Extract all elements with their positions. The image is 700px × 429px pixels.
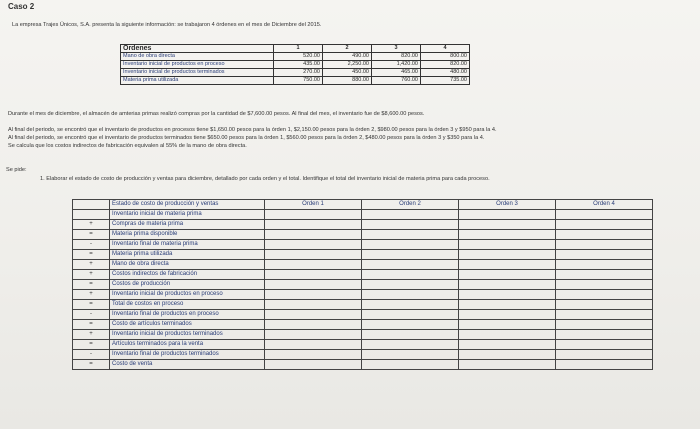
answer-cell-orden-3[interactable] [459,260,556,270]
answer-cell-orden-2[interactable] [362,330,459,340]
statement-row [73,350,653,360]
statement-row [73,220,653,230]
answer-cell-orden-3[interactable] [459,290,556,300]
answer-cell-orden-4[interactable] [556,330,653,340]
answer-cell-orden-1[interactable] [265,260,362,270]
cost-statement-table [72,199,653,370]
answer-cell-orden-1[interactable] [265,250,362,260]
answer-cell-orden-3[interactable] [459,340,556,350]
orders-row-label: Mano de obra directa [121,53,274,61]
concept-label: Total de costos en proceso [110,300,265,310]
answer-cell-orden-3[interactable] [459,280,556,290]
answer-cell-orden-4[interactable] [556,220,653,230]
answer-cell-orden-1[interactable] [265,290,362,300]
orders-value: 490.00 [323,53,372,61]
answer-cell-orden-4[interactable] [556,300,653,310]
operator-sign: + [73,290,110,300]
orders-row-label: Inventario inicial de productos en proceso [121,61,274,69]
statement-row [73,290,653,300]
statement-header-row [73,200,653,210]
orders-value: 735.00 [421,77,470,85]
answer-cell-orden-4[interactable] [556,230,653,240]
answer-cell-orden-2[interactable] [362,210,459,220]
statement-row [73,340,653,350]
concept-label: Inventario final de productos en proceso [110,310,265,320]
answer-cell-orden-2[interactable] [362,320,459,330]
operator-sign: = [73,360,110,370]
answer-cell-orden-3[interactable] [459,310,556,320]
concept-label: Inventario final de materia prima [110,240,265,250]
answer-cell-orden-2[interactable] [362,240,459,250]
orders-value: 520.00 [274,53,323,61]
answer-cell-orden-3[interactable] [459,230,556,240]
orders-value: 750.00 [274,77,323,85]
task-instruction: 1. Elaborar el estado de costo de producción y ventas para diciembre, detallado por cada orden y el total. Identifique el total del inventario inicial de materia prima para cada proceso. [40,176,490,182]
concept-label: Compras de materia prima [110,220,265,230]
operator-sign: - [73,240,110,250]
orders-row [121,53,470,61]
se-pide-label: Se pide: [6,167,27,173]
header-orden-4: Orden 4 [556,200,653,210]
orders-header-3: 3 [372,45,421,53]
answer-cell-orden-2[interactable] [362,280,459,290]
operator-sign: - [73,310,110,320]
statement-header-title: Estado de costo de producción y ventas [110,200,265,210]
answer-cell-orden-1[interactable] [265,360,362,370]
concept-label: Materia prima disponible [110,230,265,240]
answer-cell-orden-2[interactable] [362,360,459,370]
concept-label: Mano de obra directa [110,260,265,270]
concept-label: Inventario final de productos terminados [110,350,265,360]
header-orden-1: Orden 1 [265,200,362,210]
answer-cell-orden-4[interactable] [556,280,653,290]
answer-cell-orden-3[interactable] [459,270,556,280]
operator-sign: - [73,350,110,360]
operator-sign: = [73,320,110,330]
statement-row [73,210,653,220]
statement-row [73,280,653,290]
concept-label: Costos de producción [110,280,265,290]
intro-text: La empresa Trajes Únicos, S.A. presenta la siguiente información: se trabajaron 4 órdenes en el mes de Diciembre del 2015. [12,22,322,28]
orders-value: 800.00 [421,53,470,61]
answer-cell-orden-4[interactable] [556,360,653,370]
paragraph-wip-final: Al final del periodo, se encontró que el inventario de productos en procesos tiene $1,650.00 pesos para la órden 1, $2,150.00 pesos para la órden 2, $980.00 pesos para la órden 3 y $950 para la 4. [8,127,497,133]
answer-cell-orden-1[interactable] [265,240,362,250]
answer-cell-orden-4[interactable] [556,270,653,280]
orders-value: 435.00 [274,61,323,69]
operator-sign: = [73,230,110,240]
answer-cell-orden-2[interactable] [362,220,459,230]
answer-cell-orden-4[interactable] [556,260,653,270]
answer-cell-orden-2[interactable] [362,290,459,300]
concept-label: Costos indirectos de fabricación [110,270,265,280]
answer-cell-orden-3[interactable] [459,330,556,340]
orders-row [121,77,470,85]
header-orden-3: Orden 3 [459,200,556,210]
header-orden-2: Orden 2 [362,200,459,210]
statement-row [73,270,653,280]
concept-label: Inventario inicial de materia prima [110,210,265,220]
statement-row [73,320,653,330]
answer-cell-orden-4[interactable] [556,320,653,330]
statement-row [73,330,653,340]
orders-value: 760.00 [372,77,421,85]
concept-label: Artículos terminados para la venta [110,340,265,350]
statement-row [73,310,653,320]
operator-sign: = [73,340,110,350]
answer-cell-orden-4[interactable] [556,340,653,350]
concept-label: Costo de artículos terminados [110,320,265,330]
orders-value: 880.00 [323,77,372,85]
answer-cell-orden-3[interactable] [459,320,556,330]
answer-cell-orden-1[interactable] [265,280,362,290]
answer-cell-orden-2[interactable] [362,230,459,240]
answer-cell-orden-4[interactable] [556,250,653,260]
answer-cell-orden-4[interactable] [556,210,653,220]
orders-header-label: Ordenes [121,45,274,53]
statement-row [73,260,653,270]
operator-sign: + [73,270,110,280]
answer-cell-orden-1[interactable] [265,310,362,320]
answer-cell-orden-2[interactable] [362,270,459,280]
concept-label: Materia prima utilizada [110,250,265,260]
statement-body [73,210,653,370]
orders-value: 820.00 [421,61,470,69]
paragraph-overhead: Se calcula que los costos indirectos de fabricación equivalen al 55% de la mano de obra directa. [8,143,247,149]
answer-cell-orden-2[interactable] [362,260,459,270]
answer-cell-orden-2[interactable] [362,250,459,260]
answer-cell-orden-4[interactable] [556,290,653,300]
answer-cell-orden-1[interactable] [265,270,362,280]
operator-sign: = [73,280,110,290]
statement-row [73,250,653,260]
answer-cell-orden-1[interactable] [265,300,362,310]
sign-header [73,200,110,210]
answer-cell-orden-3[interactable] [459,360,556,370]
answer-cell-orden-2[interactable] [362,300,459,310]
answer-cell-orden-1[interactable] [265,320,362,330]
answer-cell-orden-3[interactable] [459,250,556,260]
orders-value: 480.00 [421,69,470,77]
orders-value: 820.00 [372,53,421,61]
concept-label: Inventario inicial de productos terminados [110,330,265,340]
orders-row [121,61,470,69]
answer-cell-orden-1[interactable] [265,210,362,220]
answer-cell-orden-3[interactable] [459,300,556,310]
answer-cell-orden-3[interactable] [459,220,556,230]
operator-sign: = [73,250,110,260]
orders-value: 270.00 [274,69,323,77]
answer-cell-orden-1[interactable] [265,230,362,240]
orders-row-label: Inventario inicial de productos terminados [121,69,274,77]
answer-cell-orden-1[interactable] [265,330,362,340]
statement-row [73,300,653,310]
orders-header-4: 4 [421,45,470,53]
orders-header-1: 1 [274,45,323,53]
orders-header-2: 2 [323,45,372,53]
concept-label: Inventario inicial de productos en proceso [110,290,265,300]
answer-cell-orden-1[interactable] [265,350,362,360]
page-title: Caso 2 [8,2,35,11]
orders-value: 450.00 [323,69,372,77]
orders-header-row [121,45,470,53]
concept-label: Costo de venta [110,360,265,370]
answer-cell-orden-2[interactable] [362,310,459,320]
orders-value: 2,250.00 [323,61,372,69]
statement-row [73,360,653,370]
answer-cell-orden-1[interactable] [265,340,362,350]
answer-cell-orden-3[interactable] [459,210,556,220]
answer-cell-orden-3[interactable] [459,350,556,360]
paragraph-purchases: Durante el mes de diciembre, el almacén de amterias primas realizó compras por la cantidad de $7,600.00 pesos. Al final del mes, el inventario fue de $8,600.00 pesos. [8,111,425,117]
operator-sign: + [73,260,110,270]
answer-cell-orden-4[interactable] [556,350,653,360]
statement-row [73,240,653,250]
answer-cell-orden-2[interactable] [362,340,459,350]
orders-row-label: Materia prima utilizada [121,77,274,85]
answer-cell-orden-3[interactable] [459,240,556,250]
answer-cell-orden-2[interactable] [362,350,459,360]
operator-sign: = [73,300,110,310]
operator-sign [73,210,110,220]
orders-table [120,44,470,85]
orders-row [121,69,470,77]
answer-cell-orden-4[interactable] [556,240,653,250]
statement-row [73,230,653,240]
operator-sign: + [73,220,110,230]
answer-cell-orden-1[interactable] [265,220,362,230]
orders-value: 1,420.00 [372,61,421,69]
operator-sign: + [73,330,110,340]
paragraph-finished-final: Al final del periodo, se encontró que el inventario de productos terminados tiene $650.00 pesos para la órden 1, $560.00 pesos para la órden 2, $480.00 pesos para la órden 3 y $350 para la 4. [8,135,485,141]
answer-cell-orden-4[interactable] [556,310,653,320]
orders-value: 465.00 [372,69,421,77]
